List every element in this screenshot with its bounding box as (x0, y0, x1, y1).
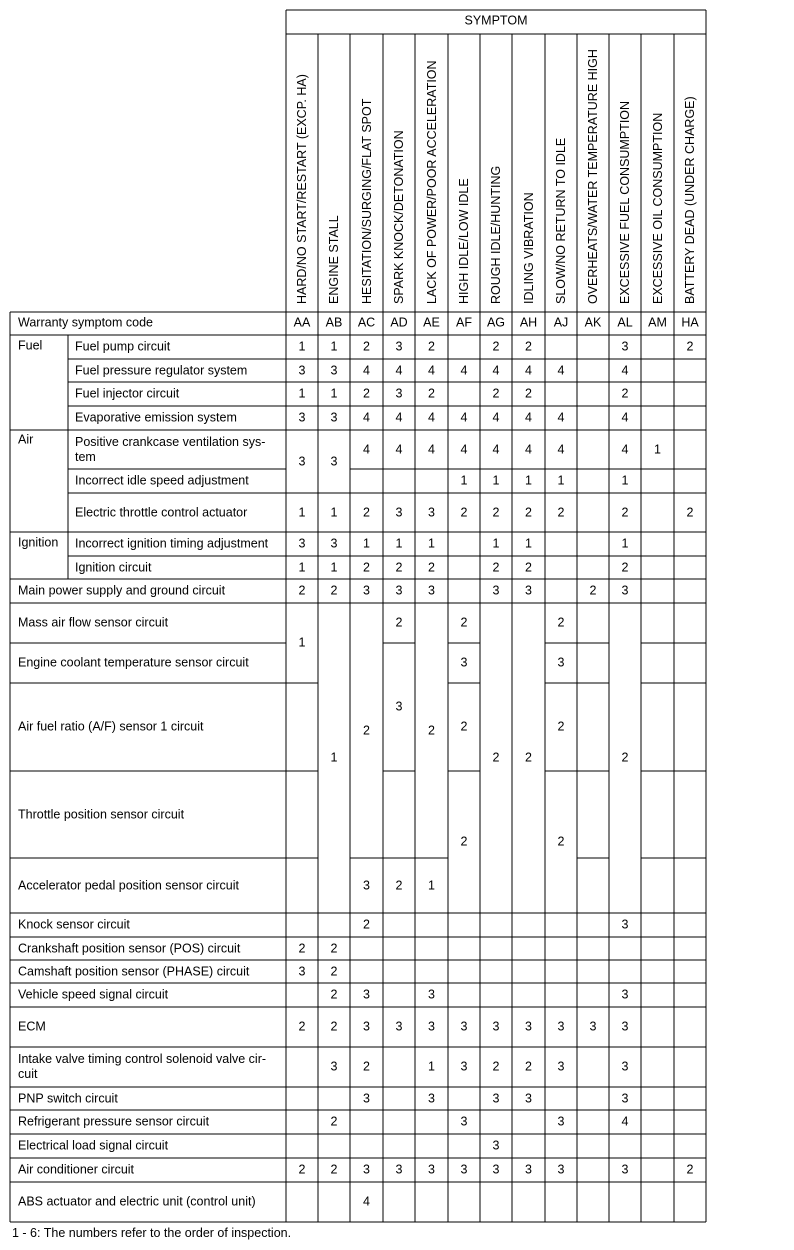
cell-value: 4 (557, 410, 565, 425)
cell-value: 3 (621, 917, 629, 932)
cell-value: 3 (395, 505, 403, 519)
cell-value: 3 (557, 1114, 565, 1129)
cell-value: 3 (589, 1019, 597, 1034)
cell-value: 4 (395, 410, 403, 425)
warranty-code: AA (293, 315, 311, 330)
cell-value: 1 (330, 505, 338, 519)
cell-value: 2 (428, 386, 435, 401)
symptom-column-header: IDLING VIBRATION (521, 192, 536, 304)
cell-value: 2 (621, 560, 629, 574)
group-label-fuel: Fuel (18, 338, 43, 353)
warranty-code: AF (456, 315, 472, 330)
row-label: Throttle position sensor circuit (18, 807, 185, 821)
cell-value: 3 (492, 1019, 500, 1034)
cell-value: 3 (621, 987, 629, 1002)
cell-value: 2 (525, 1059, 532, 1074)
row-label: Vehicle speed signal circuit (18, 987, 169, 1002)
cell-value: 1 (298, 505, 306, 519)
cell-value: 2 (492, 1059, 500, 1074)
row-label: PNP switch circuit (18, 1091, 118, 1105)
cell-value: 3 (330, 536, 338, 551)
cell-value: 1 (621, 473, 629, 488)
cell-value: 3 (363, 583, 370, 598)
cell-value: 1 (298, 560, 306, 574)
cell-value: 4 (525, 363, 532, 377)
cell-value: 2 (363, 505, 370, 519)
cell-value: 2 (330, 964, 338, 978)
cell-value: 4 (428, 442, 435, 456)
cell-value: 3 (492, 583, 500, 598)
symptom-column-header: OVERHEATS/WATER TEMPERATURE HIGH (586, 49, 600, 304)
cell-value: 4 (460, 442, 468, 456)
cell-value: 2 (621, 386, 629, 401)
cell-value: 3 (557, 1162, 565, 1177)
cell-value: 2 (298, 583, 306, 598)
cell-value: 2 (330, 987, 338, 1002)
cell-value: 2 (330, 1019, 338, 1034)
cell-value: 3 (395, 386, 403, 401)
cell-value: 2 (686, 339, 694, 354)
cell-value: 3 (298, 964, 306, 978)
cell-value: 3 (330, 454, 338, 468)
cell-value: 3 (363, 1019, 370, 1034)
cell-value: 2 (686, 505, 694, 519)
cell-value: 4 (363, 442, 370, 456)
cell-value: 2 (492, 750, 500, 765)
cell-value: 3 (460, 655, 468, 670)
symptom-column-header: ENGINE STALL (327, 215, 341, 304)
row-label: Electric throttle control actuator (75, 505, 248, 519)
symptom-column-header: LACK OF POWER/POOR ACCELERATION (424, 60, 439, 304)
warranty-code: HA (681, 315, 699, 330)
cell-value: 3 (428, 505, 435, 519)
cell-value: 2 (557, 615, 565, 630)
warranty-code: AG (486, 315, 506, 330)
symptom-column-header: ROUGH IDLE/HUNTING (489, 165, 503, 304)
row-label: Intake valve timing control solenoid valve cir- cuit (18, 1052, 267, 1081)
cell-value: 2 (525, 505, 532, 519)
cell-value: 3 (428, 1019, 435, 1034)
cell-value: 4 (621, 363, 629, 377)
cell-value: 1 (330, 339, 338, 354)
cell-value: 2 (525, 750, 532, 765)
cell-value: 3 (363, 1091, 370, 1105)
row-label: Electrical load signal circuit (18, 1138, 169, 1153)
cell-value: 2 (492, 560, 500, 574)
cell-value: 3 (492, 1138, 500, 1153)
cell-value: 3 (621, 1162, 629, 1177)
cell-value: 1 (525, 473, 532, 488)
cell-value: 3 (330, 363, 338, 377)
cell-value: 2 (363, 560, 370, 574)
cell-value: 2 (492, 386, 500, 401)
cell-value: 1 (525, 536, 532, 551)
cell-value: 1 (654, 442, 661, 456)
cell-value: 2 (460, 719, 468, 734)
cell-value: 2 (557, 505, 565, 519)
cell-value: 4 (621, 410, 629, 425)
cell-value: 3 (557, 655, 565, 670)
cell-value: 4 (525, 442, 532, 456)
row-label: Air conditioner circuit (18, 1162, 135, 1177)
cell-value: 2 (460, 505, 468, 519)
cell-value: 2 (557, 834, 565, 849)
warranty-code: AE (423, 315, 440, 330)
warranty-code: AB (325, 315, 343, 330)
cell-value: 1 (395, 536, 403, 551)
cell-value: 3 (395, 1019, 403, 1034)
cell-value: 2 (525, 560, 532, 574)
cell-value: 2 (395, 615, 403, 630)
warranty-code: AJ (553, 315, 569, 330)
cell-value: 4 (621, 442, 629, 456)
cell-value: 2 (330, 941, 338, 955)
symptom-column-header: EXCESSIVE FUEL CONSUMPTION (618, 100, 632, 304)
cell-value: 2 (363, 339, 370, 354)
cell-value: 2 (492, 505, 500, 519)
warranty-code: AD (390, 315, 408, 330)
cell-value: 3 (460, 1114, 468, 1129)
cell-value: 3 (460, 1162, 468, 1177)
cell-value: 1 (621, 536, 629, 551)
cell-value: 3 (525, 1162, 532, 1177)
row-label: Knock sensor circuit (18, 917, 130, 932)
cell-value: 3 (395, 583, 403, 598)
cell-value: 4 (363, 1194, 370, 1209)
cell-value: 2 (298, 1019, 306, 1034)
cell-value: 3 (492, 1162, 500, 1177)
cell-value: 1 (330, 560, 338, 574)
footnote: 1 - 6: The numbers refer to the order of inspection. (12, 1226, 292, 1240)
cell-value: 2 (686, 1162, 694, 1177)
cell-value: 2 (460, 834, 468, 849)
warranty-label: Warranty symptom code (18, 315, 153, 330)
cell-value: 4 (460, 410, 468, 425)
cell-value: 3 (363, 987, 370, 1002)
cell-value: 3 (621, 1019, 629, 1034)
cell-value: 3 (298, 536, 306, 551)
row-label: Camshaft position sensor (PHASE) circuit (18, 964, 250, 978)
row-label: Ignition circuit (75, 560, 152, 574)
row-label: Fuel pressure regulator system (75, 363, 248, 377)
cell-value: 2 (525, 339, 532, 354)
cell-value: 1 (428, 536, 435, 551)
cell-value: 1 (492, 473, 500, 488)
row-label: Engine coolant temperature sensor circuit (18, 655, 249, 670)
cell-value: 1 (460, 473, 468, 488)
cell-value: 2 (428, 339, 435, 354)
cell-value: 2 (330, 1162, 338, 1177)
symptom-column-header: SLOW/NO RETURN TO IDLE (554, 137, 568, 304)
row-label: Crankshaft position sensor (POS) circuit (18, 941, 241, 955)
cell-value: 3 (330, 1059, 338, 1074)
warranty-code: AL (617, 315, 633, 330)
symptom-column-header: HIGH IDLE/LOW IDLE (457, 178, 471, 304)
cell-value: 1 (428, 1059, 435, 1074)
cell-value: 1 (298, 339, 306, 354)
cell-value: 3 (621, 339, 629, 354)
cell-value: 1 (428, 878, 435, 892)
cell-value: 3 (525, 1019, 532, 1034)
cell-value: 3 (525, 583, 532, 598)
cell-value: 2 (589, 583, 597, 598)
cell-value: 2 (621, 505, 629, 519)
cell-value: 2 (395, 878, 403, 892)
cell-value: 3 (395, 699, 403, 714)
cell-value: 2 (460, 615, 468, 630)
cell-value: 3 (395, 1162, 403, 1177)
symptom-column-header: BATTERY DEAD (UNDER CHARGE) (683, 96, 697, 304)
cell-value: 4 (492, 410, 500, 425)
cell-value: 4 (363, 410, 370, 425)
row-label: Air fuel ratio (A/F) sensor 1 circuit (18, 719, 204, 734)
cell-value: 2 (298, 1162, 306, 1177)
cell-value: 4 (428, 363, 435, 377)
cell-value: 2 (428, 723, 435, 737)
cell-value: 2 (492, 339, 500, 354)
cell-value: 4 (460, 363, 468, 377)
cell-value: 2 (428, 560, 435, 574)
cell-value: 4 (492, 442, 500, 456)
cell-value: 1 (557, 473, 565, 488)
row-label: Evaporative emission system (75, 410, 237, 425)
cell-value: 1 (298, 386, 306, 401)
row-label: Accelerator pedal position sensor circuit (18, 878, 239, 892)
warranty-code: AK (584, 315, 602, 330)
row-label: Refrigerant pressure sensor circuit (18, 1114, 210, 1129)
cell-value: 2 (330, 1114, 338, 1129)
cell-value: 2 (363, 917, 370, 932)
cell-value: 1 (298, 635, 306, 650)
cell-value: 3 (428, 987, 435, 1002)
cell-value: 3 (428, 1162, 435, 1177)
cell-value: 2 (525, 386, 532, 401)
cell-value: 4 (395, 363, 403, 377)
cell-value: 1 (363, 536, 370, 551)
symptom-column-header: HARD/NO START/RESTART (EXCP. HA) (295, 74, 309, 304)
cell-value: 4 (363, 363, 370, 377)
cell-value: 1 (492, 536, 500, 551)
warranty-code: AC (357, 315, 376, 330)
cell-value: 3 (298, 363, 306, 377)
cell-value: 4 (428, 410, 435, 425)
cell-value: 4 (557, 442, 565, 456)
cell-value: 2 (298, 941, 306, 955)
cell-value: 4 (525, 410, 532, 425)
cell-value: 4 (557, 363, 565, 377)
cell-value: 3 (621, 1059, 629, 1074)
symptom-column-header: SPARK KNOCK/DETONATION (392, 130, 406, 304)
cell-value: 1 (330, 386, 338, 401)
cell-value: 3 (363, 878, 370, 892)
row-label: Fuel pump circuit (75, 339, 171, 354)
row-label: Incorrect idle speed adjustment (75, 473, 249, 488)
cell-value: 2 (363, 723, 370, 737)
row-label: Positive crankcase ventilation sys- tem (75, 434, 266, 464)
cell-value: 2 (557, 719, 565, 734)
cell-value: 2 (330, 583, 338, 598)
row-label: Incorrect ignition timing adjustment (75, 536, 269, 551)
cell-value: 3 (428, 583, 435, 598)
symptom-column-header: EXCESSIVE OIL CONSUMPTION (650, 112, 665, 304)
row-label: Main power supply and ground circuit (18, 583, 226, 598)
cell-value: 3 (428, 1091, 435, 1105)
symptom-column-header: HESITATION/SURGING/FLAT SPOT (359, 98, 374, 304)
cell-value: 3 (460, 1059, 468, 1074)
cell-value: 3 (330, 410, 338, 425)
cell-value: 3 (460, 1019, 468, 1034)
cell-value: 3 (298, 410, 306, 425)
cell-value: 2 (363, 1059, 370, 1074)
cell-value: 3 (621, 1091, 629, 1105)
cell-value: 2 (395, 560, 403, 574)
cell-value: 3 (557, 1019, 565, 1034)
warranty-code: AH (519, 315, 538, 330)
cell-value: 4 (621, 1114, 629, 1129)
row-label: Fuel injector circuit (75, 386, 180, 401)
symptom-header: SYMPTOM (464, 13, 528, 28)
cell-value: 2 (363, 386, 370, 401)
cell-value: 3 (298, 454, 306, 468)
cell-value: 3 (363, 1162, 370, 1177)
row-label: ABS actuator and electric unit (control unit) (18, 1194, 256, 1209)
cell-value: 1 (330, 750, 338, 765)
group-label-air: Air (18, 432, 34, 447)
row-label: ECM (18, 1019, 46, 1034)
cell-value: 2 (621, 750, 629, 765)
row-label: Mass air flow sensor circuit (18, 615, 169, 630)
cell-value: 3 (525, 1091, 532, 1105)
group-label-ignition: Ignition (18, 535, 59, 550)
cell-value: 3 (621, 583, 629, 598)
cell-value: 3 (557, 1059, 565, 1074)
warranty-code: AM (648, 315, 667, 330)
cell-value: 3 (492, 1091, 500, 1105)
cell-value: 4 (492, 363, 500, 377)
cell-value: 4 (395, 442, 403, 456)
cell-value: 3 (395, 339, 403, 354)
